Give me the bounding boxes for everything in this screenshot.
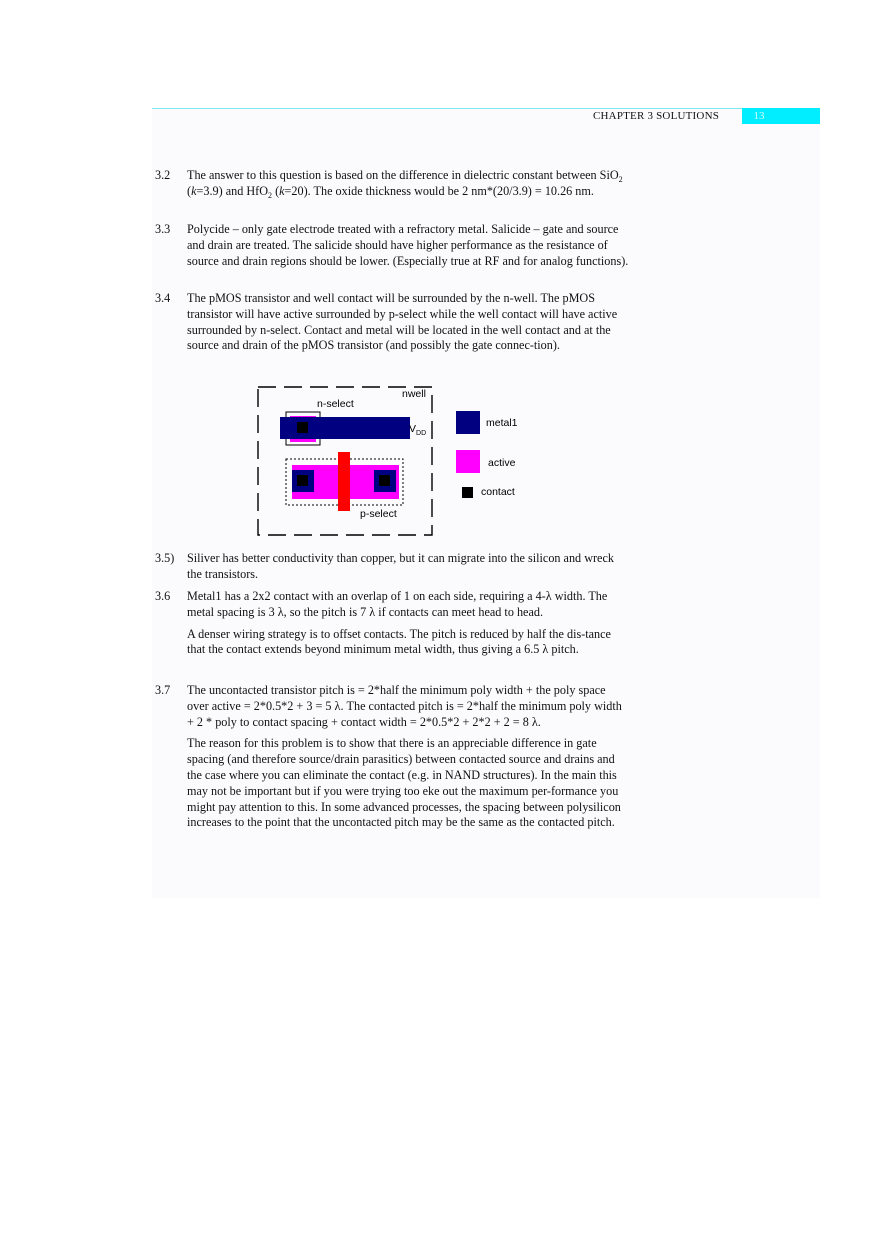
solution-3-5 xyxy=(155,551,630,583)
paragraph: Metal1 has a 2x2 contact with an overlap of 1 on each side, requiring a 4-λ width. The metal spacing is 3 λ, so the pitch is 7 λ if contacts can meet head to head. xyxy=(187,589,608,619)
legend-metal1-swatch xyxy=(456,411,480,434)
item-text: Polycide – only gate electrode treated with a refractory metal. Salicide – gate and source and drain are treated. The salicide should have higher performance as the resistance of source and drain regions should be lower. (Especially true at RF and for analog functions). xyxy=(187,222,629,268)
nselect-label: n-select xyxy=(317,398,354,410)
solution-3-4 xyxy=(155,291,630,354)
solution-3-7 xyxy=(155,683,630,837)
item-text: The pMOS transistor and well contact will be surrounded by the n-well. The pMOS transistor will have active surrounded by p-select while the well contact will have active surrounded by n-select. Contact and metal will be located in the well contact and at the source and drain of the pMOS transistor (and possibly the gate connec-tion). xyxy=(187,291,618,353)
item-text xyxy=(187,683,630,831)
item-number: 3.4 xyxy=(155,291,171,305)
well-contact xyxy=(297,422,308,433)
solution-3-6 xyxy=(155,589,630,664)
pselect-label: p-select xyxy=(360,508,397,520)
source-contact xyxy=(297,475,308,486)
pmos-layout-diagram xyxy=(250,382,550,542)
legend-metal1-label: metal1 xyxy=(486,417,518,429)
paragraph: The uncontacted transistor pitch is = 2*half the minimum poly width + the poly space over active = 2*0.5*2 + 3 = 5 λ. The contacted pitch is = 2*half the minimum poly width + 2 * poly to contact spacing + contact width = 2*0.5*2 + 2*2 + 2 = 8 λ. xyxy=(187,683,622,729)
vdd-label: $V_{DD}$ xyxy=(409,423,427,437)
legend-active-swatch xyxy=(456,450,480,473)
solution-3-3 xyxy=(155,222,630,269)
item-number: 3.3 xyxy=(155,222,171,236)
layout-figure xyxy=(250,382,550,542)
drain-contact xyxy=(379,475,390,486)
paragraph: The reason for this problem is to show that there is an appreciable difference in gate spacing (and therefore source/drain parasitics) between contacted source and drains and the case where you can eliminate the contact (e.g. in NAND structures). In the main this may not be important but if you were trying too eke out the maximum per-formance you might pay attention to this. In some advanced processes, the spacing between polysilicon increases to the point that the uncontacted pitch may be the same as the contacted pitch. xyxy=(187,736,621,830)
solution-3-2 xyxy=(155,168,630,200)
item-text xyxy=(187,589,630,658)
item-number: 3.6 xyxy=(155,589,171,603)
page-number: 13 xyxy=(753,110,765,122)
chapter-title: CHAPTER 3 SOLUTIONS xyxy=(593,110,720,122)
page-number-tab xyxy=(742,108,820,124)
item-number: 3.7 xyxy=(155,683,171,697)
poly-gate xyxy=(338,452,350,511)
item-text: The answer to this question is based on the difference in dielectric constant between SiO$_2$ (k=3.9) and HfO$_2$ (k=20). The oxide thickness would be 2 nm*(20/3.9) = 10.26 nm. xyxy=(187,168,623,200)
item-number: 3.2 xyxy=(155,168,171,182)
nwell-label: nwell xyxy=(402,388,426,400)
item-text: Siliver has better conductivity than copper, but it can migrate into the silicon and wreck the transistors. xyxy=(187,551,614,581)
item-number: 3.5) xyxy=(155,551,175,565)
header-rule xyxy=(152,108,742,109)
paragraph: A denser wiring strategy is to offset contacts. The pitch is reduced by half the dis-tance that the contact extends beyond minimum metal width, thus giving a 6.5 λ pitch. xyxy=(187,626,611,657)
legend-contact-swatch xyxy=(462,487,473,498)
legend-contact-label: contact xyxy=(481,486,515,498)
legend-active-label: active xyxy=(488,457,516,469)
